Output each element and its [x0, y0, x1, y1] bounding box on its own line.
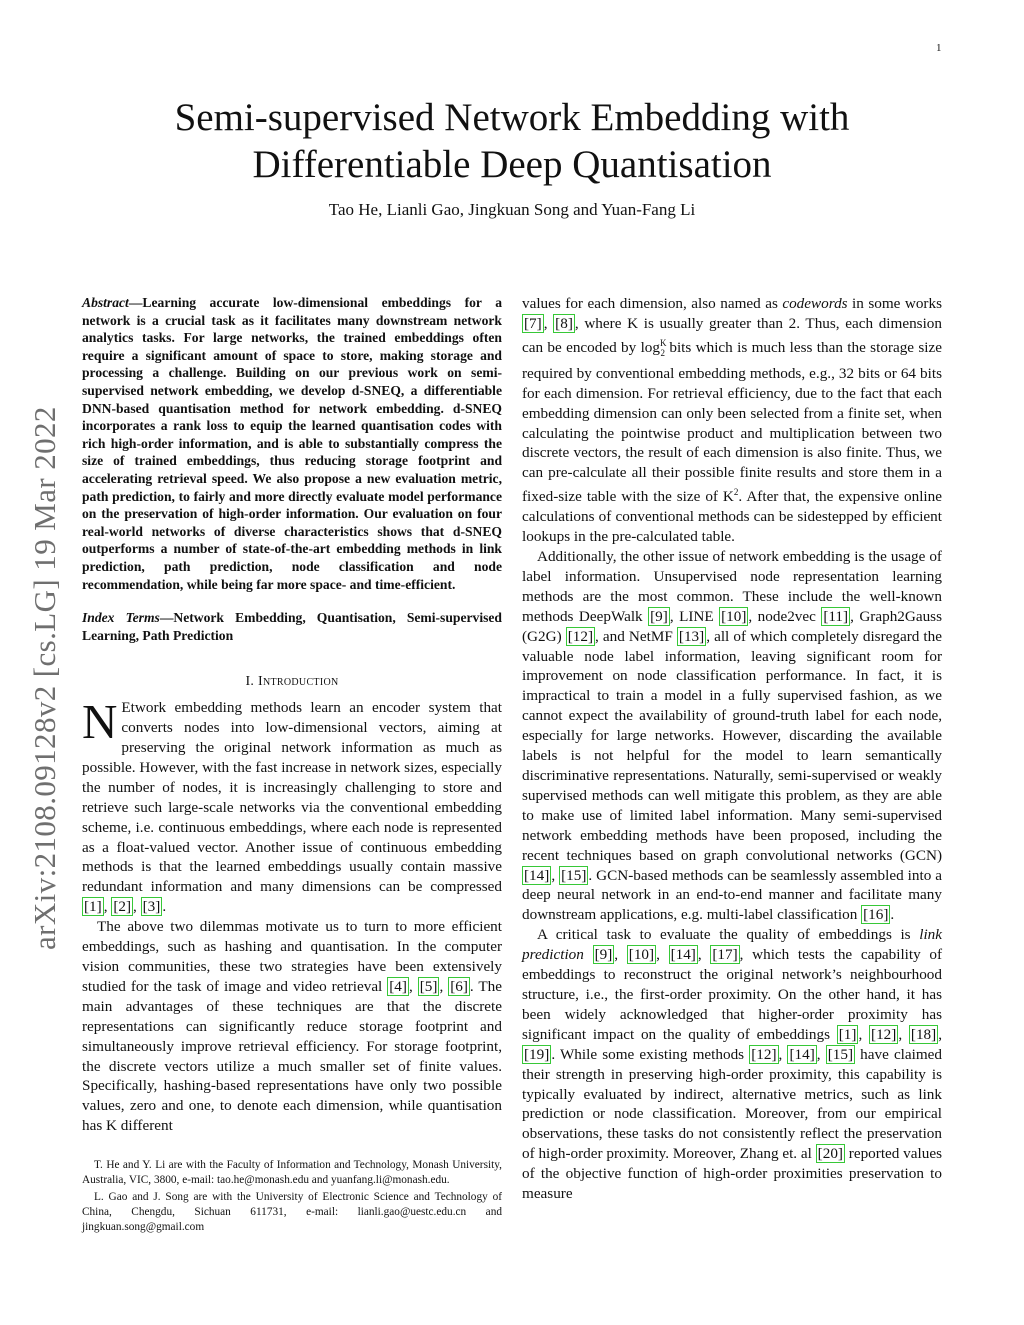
citation-link[interactable]: [12]: [751, 1045, 777, 1063]
term-link-prediction: link prediction: [522, 926, 942, 964]
text-run: , all of which completely disregard the valuable node label information, leaving significant room for improvement on node classification performance. In fact, it is impractical to train a model in a fully supervised fashion, as we cannot expect the availability of ground-truth label for each node, especially for large networks. However, discarding the available labels is not helpful for the model to learn semantically discriminative representations. Naturally, semi-supervised or weakly supervised methods can well mitigate this problem, as they are able to make use of limited label information. Many semi-supervised network embedding methods have been proposed, including the recent techniques based on graph convolutional networks (GCN): [522, 627, 942, 864]
citation-link[interactable]: [9]: [650, 607, 668, 625]
citation-link[interactable]: [18]: [910, 1025, 937, 1043]
text-run: reported values of the objective function of high-order proximities preservation to measure: [522, 1145, 942, 1203]
arxiv-identifier: arXiv:2108.09128v2 [cs.LG] 19 Mar 2022: [27, 406, 62, 950]
drop-cap: N: [82, 694, 118, 750]
citation-link[interactable]: [6]: [450, 977, 468, 995]
citation-link[interactable]: [9]: [594, 946, 613, 964]
text-run: . GCN-based methods can be seamlessly assembled into a deep neural network in an end-to-end manner and facilitate many downstream applications, e.g. multi-label classification: [522, 866, 943, 924]
index-terms: [82, 609, 502, 644]
text-run: , node2vec: [748, 607, 822, 625]
citation-link[interactable]: [12]: [567, 627, 594, 645]
text-run: Additionally, the other issue of network embedding is the usage of label information. Unsupervised node representation learning methods are the most common. These include the well-known methods DeepWalk: [522, 548, 942, 625]
citation-link[interactable]: [13]: [678, 627, 705, 645]
intro-paragraph-2: The above two dilemmas motivate us to turn to more efficient embeddings, such as hashing and quantisation. In the computer vision communities, these two strategies have been extensively studied for the task of image and video retrieval [4] , [5] , [6] . The main advantages of these techniques are that the discrete representations can significantly reduce storage footprint and simultaneously improve retrieval efficiency. For storage footprint, the discrete vectors utilize a much smaller set of finite values. Specifically, hashing-based representations have only two possible values, zero and one, to denote each dimension, while quantisation has K different: [82, 918, 503, 1135]
citation-link[interactable]: [4]: [389, 977, 407, 995]
citation-link[interactable]: [2]: [113, 898, 132, 916]
citation-link[interactable]: [19]: [524, 1045, 550, 1063]
footnote-affiliation-2: L. Gao and J. Song are with the University of Electronic Science and Technology of China, Chengdu, Sichuan 611731, e-mail: lianli.gao@uestc.edu.cn and jingkuan.song@gmail.com: [82, 1191, 502, 1233]
section-number: I.: [245, 674, 259, 690]
citation-link[interactable]: [10]: [721, 607, 747, 625]
page-number: 1: [936, 42, 942, 54]
citation-link[interactable]: [11]: [823, 607, 849, 625]
text-run: in some works: [847, 295, 942, 312]
section-title: Introduction: [258, 674, 339, 690]
text-run: . While some existing methods: [551, 1045, 750, 1063]
citation-link[interactable]: [10]: [628, 946, 655, 964]
text-run: . After that, the expensive online calculations of conventional methods can be sidestepped by efficient lookups in the pre-calculated table.: [522, 488, 942, 546]
citation-link[interactable]: [16]: [863, 906, 889, 924]
author-list: Tao He, Lianli Gao, Jingkuan Song and Yuan-Fang Li: [328, 200, 696, 219]
footnote-affiliation-1: T. He and Y. Li are with the Faculty of Information and Technology, Monash University, Australia, VIC, 3800, e-mail: tao.he@monash.edu and yuanfang.li@monash.edu.: [82, 1159, 502, 1186]
abstract-text: —Learning accurate low-dimensional embeddings for a network is a crucial task as it facilitates many downstream network analytics tasks. For large networks, the trained embeddings often require a significant amount of space to store, making storage and processing a challenge. Building on our previous work on semi-supervised network embedding, we develop d-SNEQ, a differentiable DNN-based quantisation method for network embedding. d-SNEQ incorporates a rank loss to equip the learned quantisation codes with rich high-order information, and is able to substantially compress the size of trained embeddings, thus reducing storage footprint and accelerating retrieval speed. We also propose a new evaluation metric, path prediction, to fairly and more directly evaluate model performance on the preservation of high-order information. Our evaluation on four real-world networks of diverse characteristics shows that d-SNEQ outperforms a number of state-of-the-art embedding methods in link prediction, path prediction, node classification and node recommendation, while being far more space- and time-efficient.: [82, 295, 502, 592]
intro-p2-text-b: . The main advantages of these techniques are that the discrete representations can significantly reduce storage footprint and simultaneously improve retrieval efficiency. For storage footprint, the discrete vectors utilize a much smaller set of finite values. Specifically, hashing-based representations have only two possible values, zero and one, to denote each dimension, while quantisation has K different: [82, 977, 503, 1135]
title-line-2: Differentiable Deep Quantisation: [252, 143, 772, 186]
citation-link[interactable]: [5]: [419, 977, 438, 995]
term-codewords: codewords: [782, 295, 848, 312]
citation-link[interactable]: [1]: [84, 898, 102, 916]
intro-p2-text-a: The above two dilemmas motivate us to turn to more efficient embeddings, such as hashing and quantisation. In the computer vision communities, these two strategies have been extensively studied for the task of image and video retrieval: [82, 918, 502, 995]
right-paragraph-2: Additionally, the other issue of network embedding is the usage of label information. Unsupervised node representation learning methods are the most common. These include the well-known methods DeepWalk [9] , LINE [10] , node2vec [11] , Graph2Gauss (G2G) [12] , and NetMF [13] , all of which completely disregard the valuable node label information, leaving significant room for improvement on node classification performance. In fact, it is impractical to train a model in a fully supervised fashion, as we cannot expect the availability of ground-truth label for each node, especially for large networks. However, discarding the available labels is not helpful for the model to learn semantically discriminative representations. Naturally, semi-supervised or weakly supervised methods can well mitigate this problem, as they are able to make use of limited label information. Many semi-supervised network embedding methods have been proposed, including the recent techniques based on graph convolutional networks (GCN) [14] , [15] . GCN-based methods can be seamlessly assembled into a deep neural network in an end-to-end manner and facilitate many downstream applications, e.g. multi-label classification [16] .: [522, 548, 943, 924]
math-superscript: K: [660, 337, 667, 348]
citation-link[interactable]: [15]: [827, 1045, 854, 1063]
footnotes: [82, 1158, 502, 1237]
text-run: A critical task to evaluate the quality of embeddings is: [537, 926, 920, 944]
text-run: , which tests the capability of embeddings to reconstruct the original network’s neighbourhood structure, i.e., the first-order proximity. On the other hand, it has been widely acknowledged that higher-order proximity has significant impact on the quality of embeddings: [522, 946, 943, 1043]
index-terms-text: —Network Embedding, Quantisation, Semi-supervised Learning, Path Prediction: [82, 610, 502, 643]
left-column: [82, 294, 502, 1136]
citation-link[interactable]: [8]: [555, 314, 573, 332]
abstract-label: Abstract: [82, 295, 129, 310]
text-run: bits which is much less than the storage size required by conventional embedding methods, e.g., 32 bits or 64 bits for each dimension. For retrieval efficiency, due to the fact that each embedding dimension can only been selected from a finite set, when calculating the pointwise product and multiplication between two discrete vectors, the result of each dimension is also finite. Thus, we can pre-calculate all their possible finite results and store them in a fixed-size table with the size of K: [522, 338, 942, 506]
citation-link[interactable]: [20]: [817, 1145, 843, 1163]
math-superscript: 2: [733, 487, 739, 498]
text-run: , Graph2Gauss (G2G): [522, 607, 942, 645]
title-line-1: Semi-supervised Network Embedding with: [174, 96, 850, 139]
citation-link[interactable]: [12]: [871, 1025, 897, 1043]
text-run: , where K is usually greater than 2. Thus, each dimension can be encoded by log: [522, 314, 942, 356]
paper-title: [80, 94, 944, 188]
text-run: , LINE: [669, 607, 720, 625]
citation-link[interactable]: [17]: [712, 946, 738, 964]
citation-link[interactable]: [3]: [142, 898, 161, 916]
right-column: [522, 294, 942, 1204]
intro-paragraph-1: N Etwork embedding methods learn an encoder system that converts nodes into low-dimensional vectors, aiming at preserving the original network information as much as possible. However, with the fast increase in network sizes, especially the number of nodes, it is increasingly challenging to store and retrieve such large-scale networks via the conventional embedding scheme, i.e. continuous embeddings, where each node is represented as a float-valued vector. Another issue of continuous embedding methods is that the learned embeddings usually contain massive redundant information and many dimensions can be compressed [1] , [2] , [3] .: [82, 694, 502, 916]
text-run: , and NetMF: [595, 627, 677, 645]
citation-link[interactable]: [14]: [524, 866, 550, 884]
right-paragraph-1: values for each dimension, also named as codewords in some works [7] , [8] , where K is usually greater than 2. Thus, each dimension can be encoded by $\log^K_2$ bits which is much less than the storage size required by conventional embedding methods, e.g., 32 bits or 64 bits for each dimension. For retrieval efficiency, due to the fact that each embedding dimension can only been selected from a finite set, when calculating the pointwise product and multiplication between two discrete vectors, the result of each dimension is also finite. Thus, we can pre-calculate all their possible finite results and store them in a fixed-size table with the size of $K^2$. After that, the expensive online calculations of conventional methods can be sidestepped by efficient lookups in the pre-calculated table.: [522, 295, 942, 546]
abstract: [82, 294, 502, 593]
intro-p1-text: Etwork embedding methods learn an encoder system that converts nodes into low-dimensional vectors, aiming at preserving the original network information as much as possible. However, with the fast increase in network sizes, especially the number of nodes, it is increasingly challenging to store and retrieve such large-scale networks via the conventional embedding scheme, i.e. continuous embeddings, where each node is represented as a float-valued vector. Another issue of continuous embedding methods is that the learned embeddings usually contain massive redundant information and many dimensions can be compressed: [82, 699, 502, 896]
math-subscript: 2: [660, 347, 665, 358]
citation-link[interactable]: [14]: [670, 946, 696, 964]
text-run: have claimed their strength in preserving high-order proximity, this capability is typically evaluated by indirect, alternative metrics, such as link prediction or node classification. Moreover, from our empirical observations, these tasks do not consistently reflect the preservation of high-order proximity. Moreover, Zhang et. al: [522, 1045, 943, 1163]
text-run: values for each dimension, also named as: [522, 295, 783, 312]
citation-link[interactable]: [15]: [561, 866, 587, 884]
citation-link[interactable]: [14]: [789, 1045, 815, 1063]
citation-link[interactable]: [1]: [838, 1025, 857, 1043]
section-heading-introduction: [82, 672, 502, 692]
citation-link[interactable]: [7]: [524, 314, 542, 332]
index-terms-label: Index Terms: [82, 610, 160, 626]
right-paragraph-3: A critical task to evaluate the quality of embeddings is link prediction [9] , [10] , [14] , [17] , which tests the capability of embeddings to reconstruct the original network’s neighbourhood structure, i.e., the first-order proximity. On the other hand, it has been widely acknowledged that higher-order proximity has significant impact on the quality of embeddings [1] , [12] , [18] , [19] . While some existing methods [12] , [14] , [15] have claimed their strength in preserving high-order proximity, this capability is typically evaluated by indirect, alternative metrics, such as link prediction or node classification. Moreover, from our empirical observations, these tasks do not consistently reflect the preservation of high-order proximity. Moreover, Zhang et. al [20] reported values of the objective function of high-order proximities preservation to measure: [522, 926, 943, 1203]
